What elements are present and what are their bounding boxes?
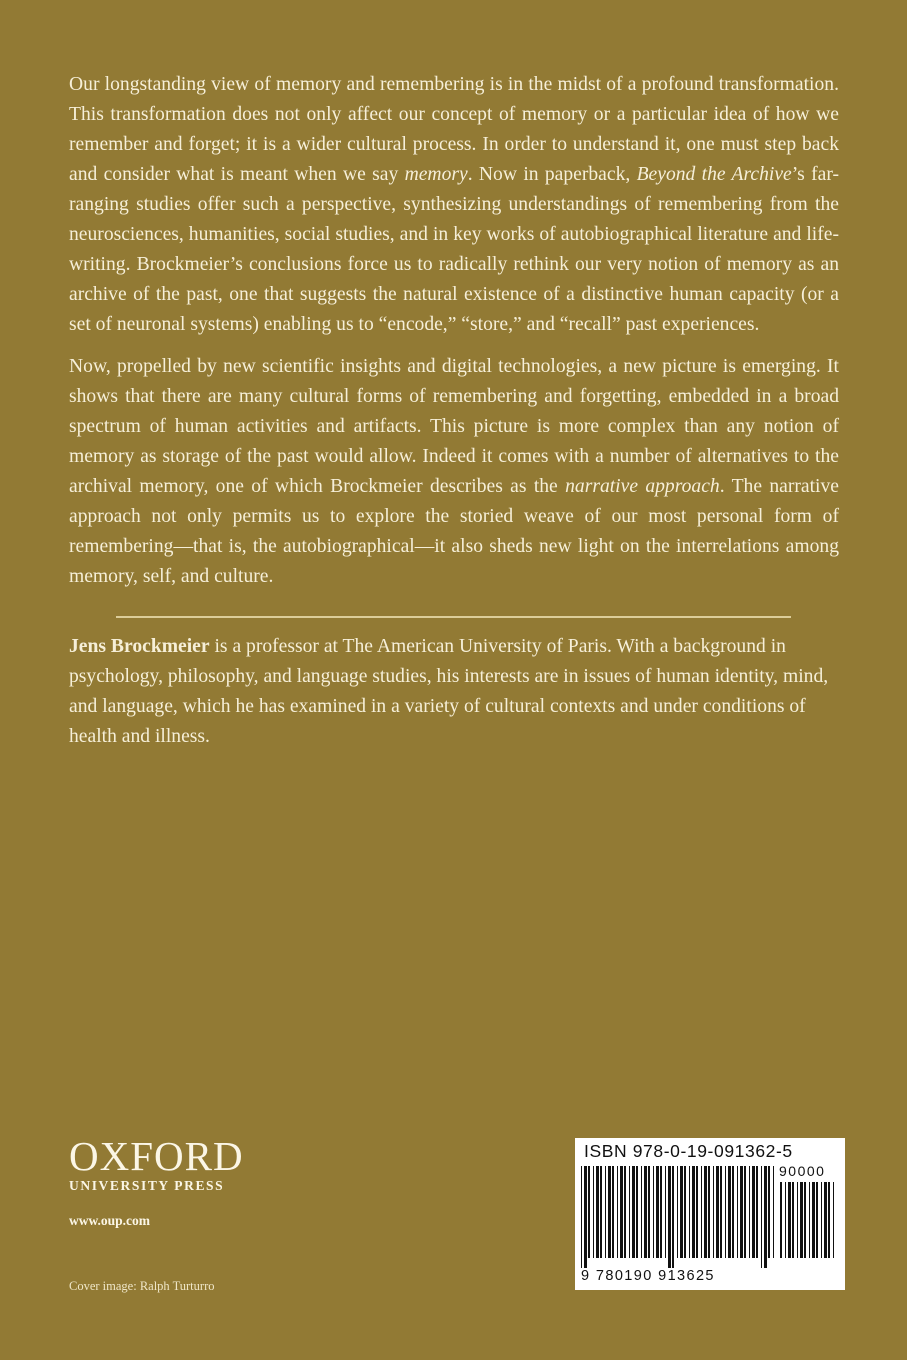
barcode-bar — [680, 1166, 683, 1258]
barcode-bar — [725, 1166, 726, 1258]
publisher-subtitle: UNIVERSITY PRESS — [69, 1178, 225, 1193]
barcode-bar — [624, 1166, 626, 1258]
barcode-bar — [720, 1166, 722, 1258]
barcode-bar — [608, 1166, 611, 1258]
barcode-bar — [696, 1166, 698, 1258]
barcode-bar — [804, 1182, 806, 1258]
author-bio: Jens Brockmeier is a professor at The American University of Paris. With a background in psychology, philosophy, and language studies, his interests are in issues of human identity, mind, and language, which he has examined in a variety of cultural contexts and under conditions of health and illness. — [69, 636, 829, 747]
barcode-bar — [732, 1166, 734, 1258]
barcode-bar — [833, 1182, 834, 1258]
barcode-bar — [701, 1166, 702, 1258]
barcode-bar — [596, 1166, 599, 1258]
barcode-bar — [644, 1166, 647, 1258]
barcode-bar — [656, 1166, 659, 1258]
barcode-bar — [752, 1166, 755, 1258]
barcode-bar — [617, 1166, 618, 1258]
ean-digits: 9 780190 913625 — [581, 1268, 715, 1284]
barcode-bar — [641, 1166, 642, 1258]
barcode-bar — [677, 1166, 678, 1258]
barcode-bar — [612, 1166, 614, 1258]
publisher-name: OXFORD — [69, 1133, 244, 1179]
barcode-bar — [821, 1182, 822, 1258]
publisher-logo — [69, 1133, 369, 1194]
barcode-bar — [744, 1166, 746, 1258]
addon-barcode-bars — [780, 1182, 838, 1268]
barcode-bar — [672, 1166, 674, 1268]
barcode-bar — [800, 1182, 803, 1258]
cover-image-credit: Cover image: Ralph Turturro — [69, 1279, 215, 1293]
barcode-bar — [768, 1166, 770, 1258]
barcode-bar — [632, 1166, 635, 1258]
barcode-bar — [756, 1166, 758, 1258]
barcode-bar — [788, 1182, 791, 1258]
barcode-bar — [773, 1166, 774, 1258]
blurb-paragraph-1: Our longstanding view of memory and remembering is in the midst of a profound transformation. This transformation does not only affect our concept of memory or a particular idea of how we remember and forget; it is a wider cultural process. In order to understand it, one must step back and consider what is meant when we say memory. Now in paperback, Beyond the Archive’s far-ranging studies offer such a perspective, synthesizing understandings of remembering from the neurosciences, humanities, social studies, and in key works of autobiographical literature and life-writing. Brockmeier’s conclusions force us to radically rethink our very notion of memory as an archive of the past, one that suggests the natural existence of a distinctive human capacity (or a set of neuronal systems) enabling us to “encode,” “store,” and “recall” past experiences. — [69, 74, 839, 335]
barcode-bar — [797, 1182, 798, 1258]
barcode-bar — [692, 1166, 695, 1258]
barcode-bar — [816, 1182, 818, 1258]
barcode-bar — [653, 1166, 654, 1258]
barcode-bar — [764, 1166, 767, 1268]
barcode-bar — [581, 1166, 582, 1268]
barcode-bar — [605, 1166, 606, 1258]
barcode-bar — [629, 1166, 630, 1258]
barcode-bar — [713, 1166, 714, 1258]
barcode-bar — [785, 1182, 786, 1258]
barcode-bar — [761, 1166, 762, 1268]
barcode-bar — [648, 1166, 650, 1258]
barcode-bar — [660, 1166, 662, 1258]
barcode-bar — [668, 1166, 671, 1268]
barcode-bar — [600, 1166, 602, 1258]
barcode-bar — [740, 1166, 743, 1258]
blurb-paragraph-2: Now, propelled by new scientific insights and digital technologies, a new picture is emerging. It shows that there are many cultural forms of remembering and forgetting, embedded in a broad spectrum of human activities and artifacts. This picture is more complex than any notion of memory as storage of the past would allow. Indeed it comes with a number of alternatives to the archival memory, one of which Brockmeier describes as the narrative approach. The narrative approach not only permits us to explore the storied weave of our most personal form of remembering—that is, the autobiographical—it also sheds new light on the interrelations among memory, self, and culture. — [69, 356, 839, 587]
barcode-bar — [636, 1166, 638, 1258]
barcode-bar — [716, 1166, 719, 1258]
price-addon-number: 90000 — [779, 1163, 826, 1179]
barcode-bar — [824, 1182, 827, 1258]
publisher-url[interactable]: www.oup.com — [69, 1213, 151, 1228]
barcode-bar — [588, 1166, 590, 1258]
barcode-bar — [584, 1166, 587, 1268]
author-name: Jens Brockmeier — [69, 636, 210, 657]
isbn-number: ISBN 978-0-19-091362-5 — [584, 1141, 793, 1161]
barcode-bar — [737, 1166, 738, 1258]
barcode-bar — [809, 1182, 810, 1258]
barcode-bar — [708, 1166, 710, 1258]
divider-rule — [116, 616, 791, 618]
barcode-bar — [780, 1182, 782, 1258]
barcode-bar — [728, 1166, 731, 1258]
barcode-bar — [792, 1182, 794, 1258]
isbn-barcode — [575, 1138, 845, 1290]
barcode-bar — [749, 1166, 750, 1258]
barcode-bar — [593, 1166, 594, 1258]
barcode-bar — [620, 1166, 623, 1258]
ean-barcode-bars — [581, 1166, 781, 1268]
barcode-bar — [684, 1166, 686, 1258]
barcode-bar — [704, 1166, 707, 1258]
barcode-bar — [689, 1166, 690, 1258]
barcode-bar — [812, 1182, 815, 1258]
barcode-bar — [828, 1182, 830, 1258]
blurb — [69, 70, 839, 604]
barcode-bar — [665, 1166, 666, 1258]
